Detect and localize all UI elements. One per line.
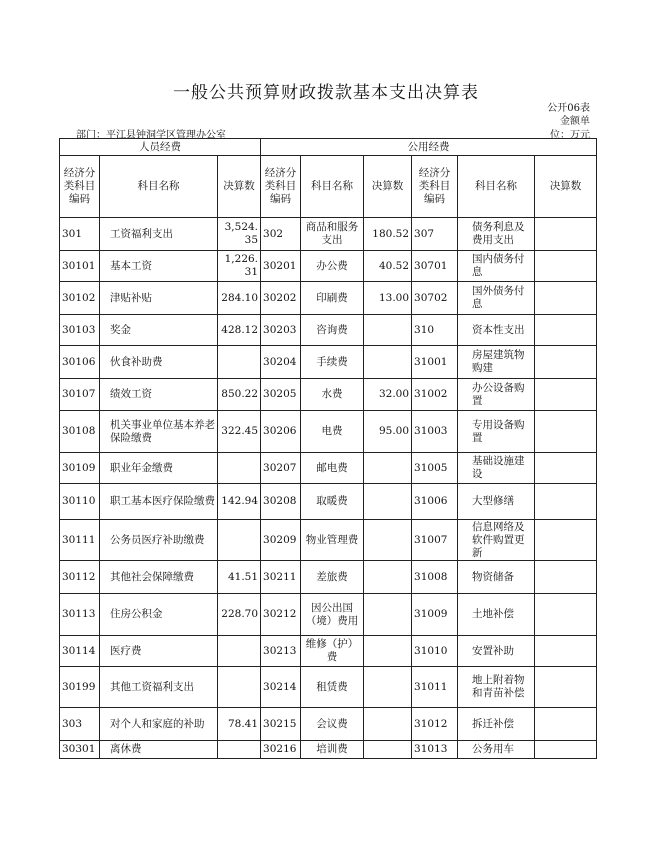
row-code-3: 30702 [412,282,458,315]
code-header: 经济分类科目编码 [261,156,301,218]
row-code-3: 310 [412,315,458,346]
row-code-2: 30204 [261,346,301,379]
row-name-3: 土地补偿 [458,594,535,636]
row-name-3: 物资储备 [458,561,535,594]
row-amount-2 [364,594,412,636]
row-name-1: 职工基本医疗保险缴费 [100,484,218,520]
row-code-1: 30199 [60,667,100,708]
row-name-3: 信息网络及软件购置更新 [458,520,535,561]
row-amount-1 [218,741,261,759]
row-amount-3 [535,636,597,667]
row-code-1: 30110 [60,484,100,520]
amount-header: 决算数 [364,156,412,218]
row-amount-3 [535,315,597,346]
name-header: 科目名称 [100,156,218,218]
row-amount-1 [218,667,261,708]
row-name-3: 债务利息及费用支出 [458,218,535,251]
row-name-3: 国内债务付息 [458,251,535,282]
row-amount-3 [535,667,597,708]
row-name-2: 办公费 [301,251,364,282]
row-name-2: 商品和服务支出 [301,218,364,251]
expenditure-table [59,138,597,759]
row-amount-3 [535,741,597,759]
row-name-3: 房屋建筑物购建 [458,346,535,379]
row-code-3: 31009 [412,594,458,636]
row-code-1: 30112 [60,561,100,594]
column-header-row [60,156,597,218]
row-amount-3 [535,561,597,594]
row-name-1: 医疗费 [100,636,218,667]
department-label: 部门：平江县钟洞学区管理办公室 [76,130,226,141]
table-row [60,520,597,561]
row-code-3: 31003 [412,411,458,453]
row-name-1: 绩效工资 [100,379,218,411]
row-name-1: 机关事业单位基本养老保险缴费 [100,411,218,453]
row-code-1: 30111 [60,520,100,561]
row-code-2: 30205 [261,379,301,411]
row-amount-3 [535,282,597,315]
row-code-2: 30212 [261,594,301,636]
row-amount-1: 850.22 [218,379,261,411]
row-name-2: 会议费 [301,708,364,741]
row-code-1: 303 [60,708,100,741]
row-name-1: 公务员医疗补助缴费 [100,520,218,561]
personnel-header: 人员经费 [60,139,261,156]
row-code-2: 30203 [261,315,301,346]
row-amount-2 [364,708,412,741]
row-amount-1 [218,453,261,484]
row-name-3: 地上附着物和青苗补偿 [458,667,535,708]
table-row [60,484,597,520]
row-code-2: 30215 [261,708,301,741]
row-name-1: 伙食补助费 [100,346,218,379]
code-header: 经济分类科目编码 [412,156,458,218]
row-name-2: 因公出国（境）费用 [301,594,364,636]
row-amount-3 [535,708,597,741]
row-amount-3 [535,218,597,251]
row-name-1: 职业年金缴费 [100,453,218,484]
row-name-2: 培训费 [301,741,364,759]
row-amount-2: 95.00 [364,411,412,453]
unit-label-line1: 金额单 [560,116,590,127]
row-amount-1: 41.51 [218,561,261,594]
amount-header: 决算数 [535,156,597,218]
code-header: 经济分类科目编码 [60,156,100,218]
row-code-3: 31013 [412,741,458,759]
group-header-row [60,139,597,156]
row-code-1: 30102 [60,282,100,315]
row-name-3: 大型修缮 [458,484,535,520]
row-name-1: 津贴补贴 [100,282,218,315]
table-row [60,561,597,594]
row-code-3: 31008 [412,561,458,594]
row-amount-2 [364,315,412,346]
row-code-3: 31001 [412,346,458,379]
row-code-3: 30701 [412,251,458,282]
unit-label-line2: 位：万元 [550,130,590,141]
table-row [60,636,597,667]
row-code-1: 30106 [60,346,100,379]
row-name-3: 国外债务付息 [458,282,535,315]
row-name-2: 租赁费 [301,667,364,708]
row-name-2: 差旅费 [301,561,364,594]
row-amount-2: 40.52 [364,251,412,282]
row-code-1: 30301 [60,741,100,759]
table-row [60,251,597,282]
row-name-2: 取暖费 [301,484,364,520]
table-row [60,218,597,251]
row-name-1: 工资福利支出 [100,218,218,251]
row-code-2: 30207 [261,453,301,484]
row-name-3: 拆迁补偿 [458,708,535,741]
row-name-3: 资本性支出 [458,315,535,346]
row-code-2: 30211 [261,561,301,594]
row-amount-2 [364,741,412,759]
row-code-2: 30206 [261,411,301,453]
row-amount-1 [218,520,261,561]
row-code-3: 31010 [412,636,458,667]
row-amount-2 [364,667,412,708]
row-code-3: 31011 [412,667,458,708]
row-code-2: 30201 [261,251,301,282]
row-code-2: 30209 [261,520,301,561]
form-code: 公开06表 [547,103,590,114]
row-code-1: 301 [60,218,100,251]
table-row [60,346,597,379]
row-code-2: 30213 [261,636,301,667]
row-amount-2 [364,453,412,484]
row-amount-3 [535,251,597,282]
row-code-3: 31007 [412,520,458,561]
row-amount-1: 1,226.31 [218,251,261,282]
row-amount-3 [535,520,597,561]
row-name-1: 奖金 [100,315,218,346]
row-amount-1: 428.12 [218,315,261,346]
row-amount-2 [364,561,412,594]
row-name-2: 咨询费 [301,315,364,346]
row-name-3: 专用设备购置 [458,411,535,453]
row-name-2: 手续费 [301,346,364,379]
row-amount-3 [535,594,597,636]
row-code-1: 30107 [60,379,100,411]
row-name-3: 安置补助 [458,636,535,667]
row-name-3: 办公设备购置 [458,379,535,411]
table-row [60,453,597,484]
row-code-3: 31012 [412,708,458,741]
row-code-3: 31002 [412,379,458,411]
row-code-3: 31005 [412,453,458,484]
row-name-2: 物业管理费 [301,520,364,561]
row-name-1: 其他社会保障缴费 [100,561,218,594]
row-code-1: 30103 [60,315,100,346]
table-row [60,282,597,315]
row-name-2: 印刷费 [301,282,364,315]
row-amount-3 [535,379,597,411]
row-code-2: 302 [261,218,301,251]
name-header: 科目名称 [458,156,535,218]
row-code-1: 30108 [60,411,100,453]
row-code-2: 30208 [261,484,301,520]
row-name-1: 住房公积金 [100,594,218,636]
row-code-2: 30214 [261,667,301,708]
row-amount-1: 3,524.35 [218,218,261,251]
row-name-3: 公务用车 [458,741,535,759]
row-amount-1 [218,636,261,667]
row-code-3: 307 [412,218,458,251]
row-amount-2: 13.00 [364,282,412,315]
row-amount-2 [364,484,412,520]
row-amount-2 [364,636,412,667]
row-name-1: 离休费 [100,741,218,759]
row-code-1: 30114 [60,636,100,667]
row-name-3: 基础设施建设 [458,453,535,484]
row-amount-1: 284.10 [218,282,261,315]
row-code-1: 30101 [60,251,100,282]
row-amount-1 [218,346,261,379]
name-header: 科目名称 [301,156,364,218]
row-name-1: 对个人和家庭的补助 [100,708,218,741]
table-row [60,708,597,741]
row-amount-2 [364,520,412,561]
row-code-2: 30202 [261,282,301,315]
row-amount-1: 78.41 [218,708,261,741]
public-header: 公用经费 [261,139,597,156]
row-amount-1: 228.70 [218,594,261,636]
table-row [60,594,597,636]
row-amount-2: 32.00 [364,379,412,411]
row-name-2: 水费 [301,379,364,411]
row-code-1: 30113 [60,594,100,636]
row-code-3: 31006 [412,484,458,520]
amount-header: 决算数 [218,156,261,218]
row-amount-1: 322.45 [218,411,261,453]
row-name-1: 基本工资 [100,251,218,282]
row-amount-2 [364,346,412,379]
row-amount-1: 142.94 [218,484,261,520]
table-title: 一般公共预算财政拨款基本支出决算表 [173,83,479,103]
row-name-2: 邮电费 [301,453,364,484]
table-row [60,379,597,411]
table-row [60,411,597,453]
row-amount-3 [535,453,597,484]
row-code-2: 30216 [261,741,301,759]
row-name-1: 其他工资福利支出 [100,667,218,708]
table-row [60,315,597,346]
row-amount-3 [535,484,597,520]
row-amount-3 [535,411,597,453]
row-amount-3 [535,346,597,379]
row-code-1: 30109 [60,453,100,484]
table-row [60,667,597,708]
row-name-2: 维修（护）费 [301,636,364,667]
table-row [60,741,597,759]
row-name-2: 电费 [301,411,364,453]
row-amount-2: 180.52 [364,218,412,251]
